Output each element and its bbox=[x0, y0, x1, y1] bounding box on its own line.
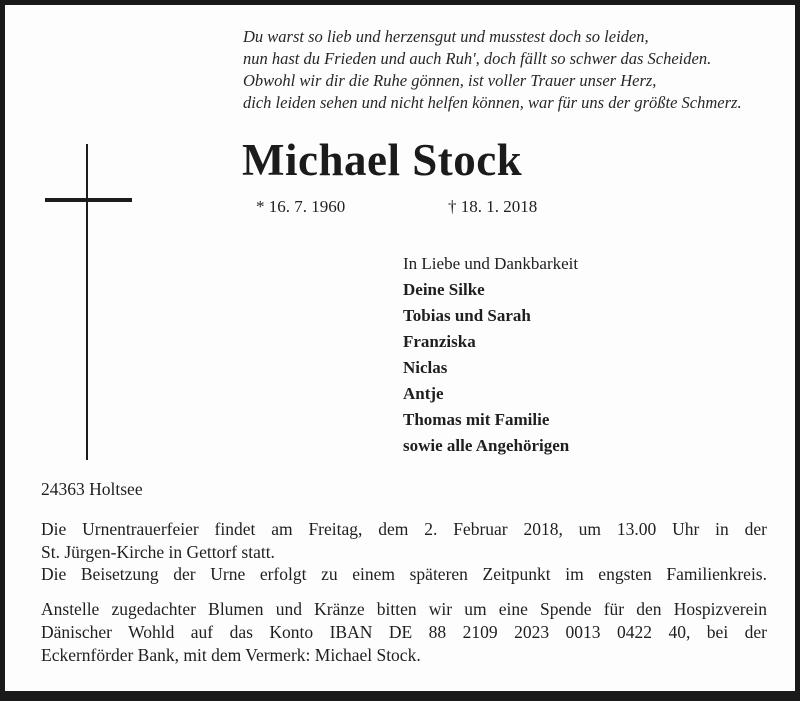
condolence-intro: In Liebe und Dankbarkeit bbox=[403, 254, 579, 273]
poem-line: nun hast du Frieden und auch Ruh', doch fällt so schwer das Scheiden. bbox=[243, 49, 712, 68]
donation-info-line: Anstelle zugedachter Blumen und Kränze bitten wir um eine Spende für den Hospizverein bbox=[41, 599, 767, 619]
deceased-name: Michael Stock bbox=[242, 135, 523, 185]
donation-info-line: Dänischer Wohld auf das Konto IBAN DE 88 2109 2023 0013 0422 40, bei der bbox=[41, 622, 767, 642]
service-info-line: St. Jürgen-Kirche in Gettorf statt. bbox=[41, 541, 275, 562]
mourner-name: sowie alle Angehörigen bbox=[403, 436, 570, 455]
mourner-name: Deine Silke bbox=[403, 280, 485, 299]
mourner-name: Tobias und Sarah bbox=[403, 306, 531, 325]
donation-info bbox=[41, 598, 767, 667]
poem-line: Obwohl wir dir die Ruhe gönnen, ist voller Trauer unser Herz, bbox=[243, 71, 657, 90]
birth-date: * 16. 7. 1960 bbox=[256, 197, 346, 216]
service-info-line: Die Urnentrauerfeier findet am Freitag, dem 2. Februar 2018, um 13.00 Uhr in der bbox=[41, 519, 767, 539]
mourners-block bbox=[403, 251, 578, 459]
cross-icon-vertical-bar bbox=[86, 144, 88, 460]
location-line: 24363 Holtsee bbox=[41, 479, 143, 499]
life-dates bbox=[5, 197, 795, 219]
donation-info-line: Eckernförder Bank, mit dem Vermerk: Michael Stock. bbox=[41, 645, 421, 665]
mourner-name: Franziska bbox=[403, 332, 476, 351]
poem-line: dich leiden sehen und nicht helfen können, war für uns der größte Schmerz. bbox=[243, 93, 742, 112]
mourner-name: Antje bbox=[403, 384, 444, 403]
service-info-line: Die Beisetzung der Urne erfolgt zu einem späteren Zeitpunkt im engsten Familienkreis. bbox=[41, 564, 767, 584]
death-date: † 18. 1. 2018 bbox=[448, 197, 538, 216]
memorial-poem bbox=[243, 26, 742, 114]
funeral-service-info bbox=[41, 518, 767, 586]
mourner-name: Thomas mit Familie bbox=[403, 410, 550, 429]
mourner-name: Niclas bbox=[403, 358, 448, 377]
poem-line: Du warst so lieb und herzensgut und musstest doch so leiden, bbox=[243, 27, 649, 46]
